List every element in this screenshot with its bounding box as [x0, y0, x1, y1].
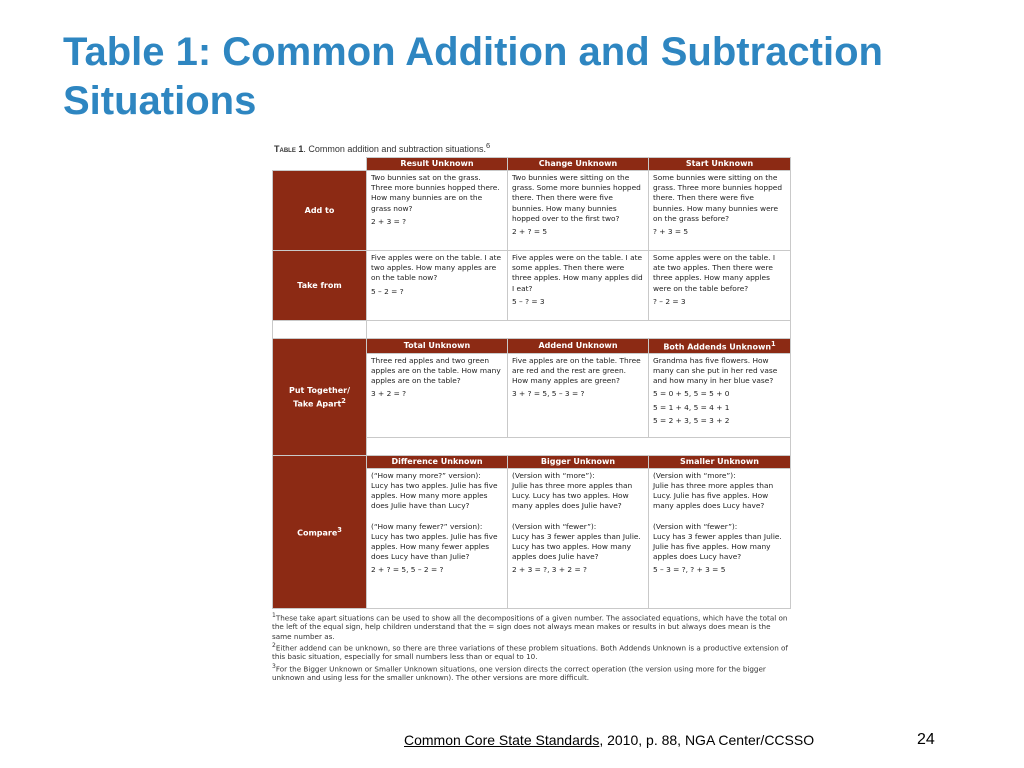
rowhead-add-to: Add to	[273, 171, 367, 251]
cell-equation: ? + 3 = 5	[653, 227, 689, 237]
cell-put-together-addend	[508, 353, 649, 437]
header-bigger-unknown: Bigger Unknown	[508, 455, 649, 468]
header-result-unknown: Result Unknown	[367, 158, 508, 171]
slide-title: Table 1: Common Addition and Subtraction Situations	[63, 30, 883, 123]
cell-put-together-both	[649, 353, 791, 437]
footnote-2-sup: 2	[272, 641, 276, 649]
cell-text: Two bunnies sat on the grass. Three more bunnies hopped there. How many bunnies are on the grass now?	[371, 173, 500, 213]
cell-compare-bigger	[508, 468, 649, 608]
cell-text: Lucy has 3 fewer apples than Julie. Lucy has two apples. How many apples does Julie have?	[512, 531, 641, 562]
cell-text: Lucy has two apples. Julie has five apples. How many fewer apples does Lucy have than Julie?	[371, 531, 498, 562]
rowhead-take-from: Take from	[273, 251, 367, 321]
cell-equation: 5 – ? = 3	[512, 296, 545, 306]
header-addend-unknown: Addend Unknown	[508, 339, 649, 354]
header-both-label: Both Addends Unknown	[663, 342, 772, 352]
cell-put-together-total	[367, 353, 508, 437]
cell-equation: 5 – 3 = ?, ? + 3 = 5	[653, 565, 726, 575]
version-label: (Version with “more”):	[653, 470, 736, 480]
cell-text: Five apples were on the table. I ate two apples. How many apples are on the table now?	[371, 253, 502, 283]
cell-equation: ? – 2 = 3	[653, 296, 686, 306]
cell-equation: 5 = 1 + 4, 5 = 4 + 1	[653, 402, 730, 412]
version-label: (“How many fewer?” version):	[371, 521, 483, 531]
gap-fill	[273, 321, 367, 339]
footnote-1	[272, 611, 790, 641]
footnotes	[272, 611, 790, 683]
header-change-unknown: Change Unknown	[508, 158, 649, 171]
cell-take-from-result	[367, 251, 508, 321]
situations-table-figure	[272, 140, 790, 682]
cell-text: Lucy has 3 fewer apples than Julie. Julie has five apples. How many apples does Lucy have?	[653, 531, 782, 562]
cell-text: Two bunnies were sitting on the grass. Some more bunnies hopped there. Then there were five bunnies. How many bunnies hopped over to the first two?	[512, 173, 641, 223]
cell-equation: 3 + 2 = ?	[371, 389, 407, 399]
cell-text: Some bunnies were sitting on the grass. Three more bunnies hopped there. Then there were five bunnies. How many bunnies were on the grass before?	[653, 173, 783, 223]
cell-text: Grandma has five flowers. How many can she put in her red vase and how many in her blue vase?	[653, 355, 778, 386]
footnote-3-text: For the Bigger Unknown or Smaller Unknown situations, one version directs the correct operation (the version using more for the bigger unknown and using less for the smaller unknown). The other versions are more difficult.	[272, 664, 766, 683]
rowhead-label-line1: Put Together/	[288, 385, 351, 395]
caption-prefix: Table 1	[274, 144, 304, 154]
cell-add-to-result	[367, 171, 508, 251]
version-label: (Version with “fewer”):	[512, 521, 597, 531]
version-label: (Version with “more”):	[512, 470, 595, 480]
situations-table	[272, 157, 791, 609]
header-row-1	[273, 158, 791, 171]
cell-text: Five apples were on the table. I ate some apples. Then there were three apples. How many apples did I eat?	[512, 253, 643, 293]
rowhead-sup: 3	[337, 526, 342, 535]
version-label: (“How many more?” version):	[371, 470, 481, 480]
cell-text: Three red apples and two green apples are on the table. How many apples are on the table?	[371, 355, 501, 386]
cell-take-from-start	[649, 251, 791, 321]
cell-equation: 3 + ? = 5, 5 – 3 = ?	[512, 389, 585, 399]
cell-text: Five apples are on the table. Three are red and the rest are green. How many apples are green?	[512, 355, 641, 386]
header-total-unknown: Total Unknown	[367, 339, 508, 354]
cell-text: Julie has three more apples than Lucy. Lucy has two apples. How many apples does Julie have?	[512, 481, 633, 511]
header-smaller-unknown: Smaller Unknown	[649, 455, 791, 468]
table-caption	[272, 140, 790, 157]
header-row-3	[273, 455, 791, 468]
cell-add-to-start	[649, 171, 791, 251]
footnote-2-text: Either addend can be unknown, so there are three variations of these problem situations. Both Addends Unknown is a productive extension of this basic situation, especially for small numbers less than or equal to 10.	[272, 643, 788, 662]
page-number: 24	[917, 731, 935, 748]
rowhead-sup: 2	[341, 396, 346, 405]
cell-equation: 5 – 2 = ?	[371, 286, 404, 296]
cell-compare-difference	[367, 468, 508, 608]
cell-equation: 2 + ? = 5	[512, 227, 548, 237]
footnote-1-sup: 1	[272, 611, 276, 619]
caption-text: . Common addition and subtraction situations.	[303, 144, 486, 154]
corner-cell	[273, 158, 367, 171]
cell-text: Lucy has two apples. Julie has five apples. How many more apples does Julie have than Lucy?	[371, 481, 498, 511]
footnote-2	[272, 641, 790, 662]
cell-equation: 2 + 3 = ?, 3 + 2 = ?	[512, 565, 587, 575]
source-details: , 2010, p. 88, NGA Center/CCSSO	[599, 732, 815, 748]
rowhead-compare	[273, 455, 367, 608]
header-both-sup: 1	[771, 340, 776, 348]
caption-sup: 6	[485, 141, 491, 150]
cell-equation: 2 + ? = 5, 5 – 2 = ?	[371, 565, 444, 575]
row-add-to	[273, 171, 791, 251]
cell-compare-smaller	[649, 468, 791, 608]
gap-blank	[367, 437, 791, 455]
cell-text: Some apples were on the table. I ate two apples. Then there were three apples. How many apples were on the table before?	[653, 253, 776, 293]
cell-take-from-change	[508, 251, 649, 321]
cell-equation: 5 = 2 + 3, 5 = 3 + 2	[653, 415, 730, 425]
rowhead-put-together	[273, 339, 367, 456]
section-gap	[273, 321, 791, 339]
cell-equation: 2 + 3 = ?	[371, 216, 407, 226]
rowhead-label-line2: Take Apart	[293, 399, 342, 409]
footnote-3-sup: 3	[272, 662, 276, 670]
version-label: (Version with “fewer”):	[653, 521, 738, 531]
header-row-2	[273, 339, 791, 354]
gap-blank	[367, 321, 791, 339]
footnote-1-text: These take apart situations can be used to show all the decompositions of a given number. The associated equations, which have the total on the left of the equal sign, help children understand that the = sign does not always mean makes or results in but always does mean is the same number as.	[272, 613, 788, 641]
header-both-addends-unknown	[649, 339, 791, 354]
cell-add-to-change	[508, 171, 649, 251]
source-citation	[404, 732, 814, 748]
cell-text: Julie has three more apples than Lucy. Julie has five apples. How many apples does Lucy have?	[653, 481, 774, 511]
header-difference-unknown: Difference Unknown	[367, 455, 508, 468]
source-link[interactable]: Common Core State Standards	[404, 732, 600, 748]
row-take-from	[273, 251, 791, 321]
rowhead-label: Compare	[297, 528, 338, 538]
cell-equation: 5 = 0 + 5, 5 = 5 + 0	[653, 389, 730, 399]
header-start-unknown: Start Unknown	[649, 158, 791, 171]
footnote-3	[272, 662, 790, 683]
